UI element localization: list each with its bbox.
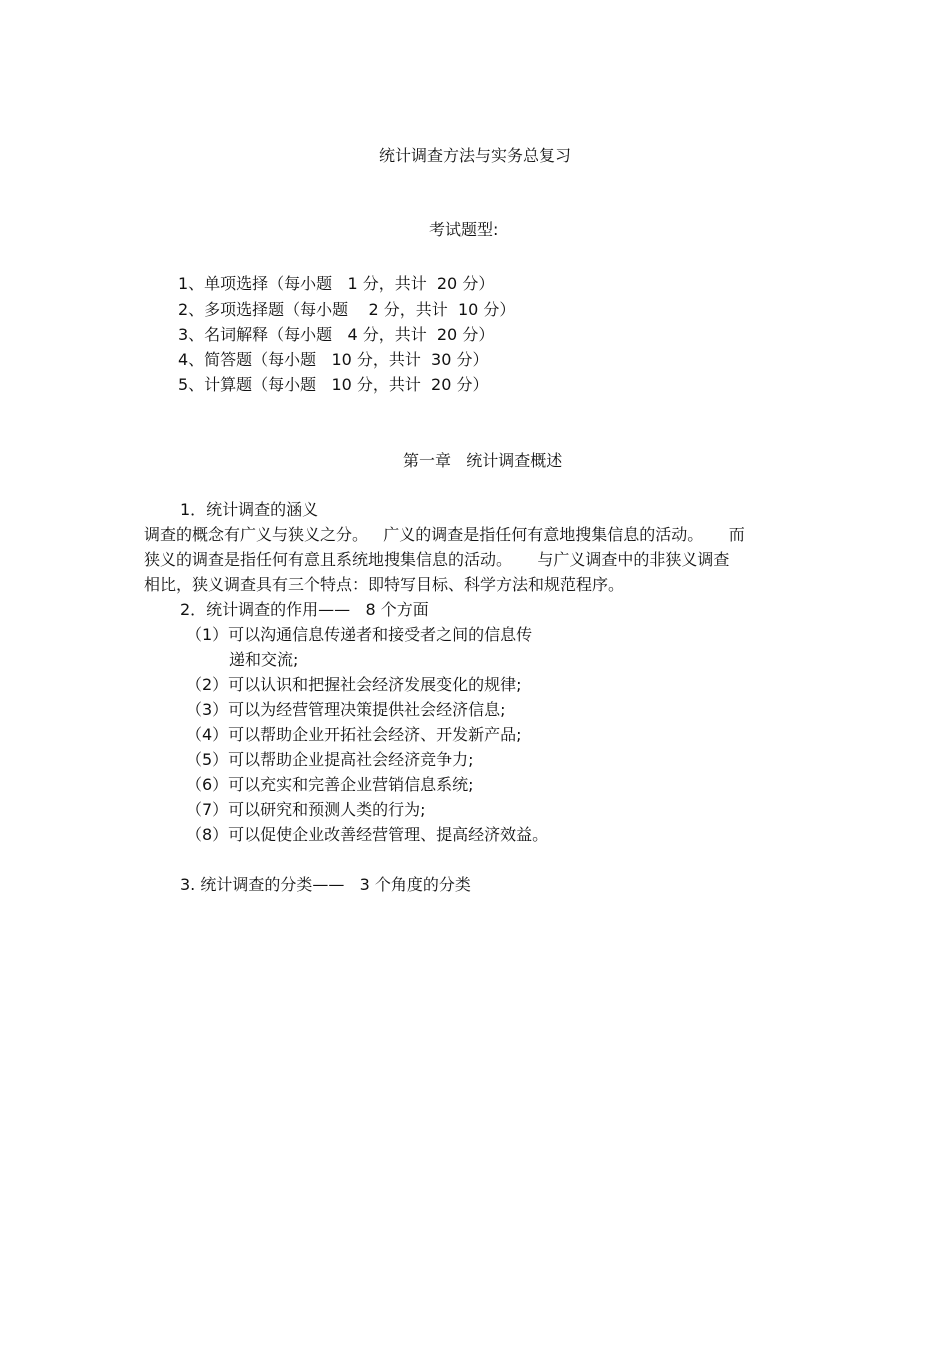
list-item: （2）可以认识和把握社会经济发展变化的规律; [186,675,522,694]
list-item: （1）可以沟通信息传递者和接受者之间的信息传 [186,625,533,644]
paragraph-line: 调查的概念有广义与狭义之分。 广义的调查是指任何有意地搜集信息的活动。 而 [144,525,745,544]
list-item: 2、多项选择题（每小题 2 分，共计 10 分） [178,300,516,319]
list-item: （5）可以帮助企业提高社会经济竞争力; [186,750,474,769]
exam-types-heading: 考试题型: [429,220,499,239]
section-3-heading: 3. 统计调查的分类—— 3 个角度的分类 [180,875,471,894]
list-item: （3）可以为经营管理决策提供社会经济信息; [186,700,506,719]
chapter-title: 第一章 统计调查概述 [403,451,563,470]
list-item: （8）可以促使企业改善经营管理、提高经济效益。 [186,825,549,844]
document-title: 统计调查方法与实务总复习 [378,146,571,165]
list-item: 4、简答题（每小题 10 分，共计 30 分） [178,350,489,369]
paragraph-line: 狭义的调查是指任何有意且系统地搜集信息的活动。 与广义调查中的非狭义调查 [144,550,730,569]
paragraph-line: 相比，狭义调查具有三个特点：即特写目标、科学方法和规范程序。 [144,575,625,594]
list-item: （6）可以充实和完善企业营销信息系统; [186,775,474,794]
list-item: 3、名词解释（每小题 4 分，共计 20 分） [178,325,495,344]
list-item: 5、计算题（每小题 10 分，共计 20 分） [178,375,489,394]
section-1-heading: 1．统计调查的涵义 [180,500,319,519]
list-item: （4）可以帮助企业开拓社会经济、开发新产品; [186,725,522,744]
section-2-heading: 2．统计调查的作用—— 8 个方面 [180,600,429,619]
list-item: （7）可以研究和预测人类的行为; [186,800,426,819]
list-item: 1、单项选择（每小题 1 分，共计 20 分） [178,274,495,293]
list-item: 递和交流; [229,650,299,669]
